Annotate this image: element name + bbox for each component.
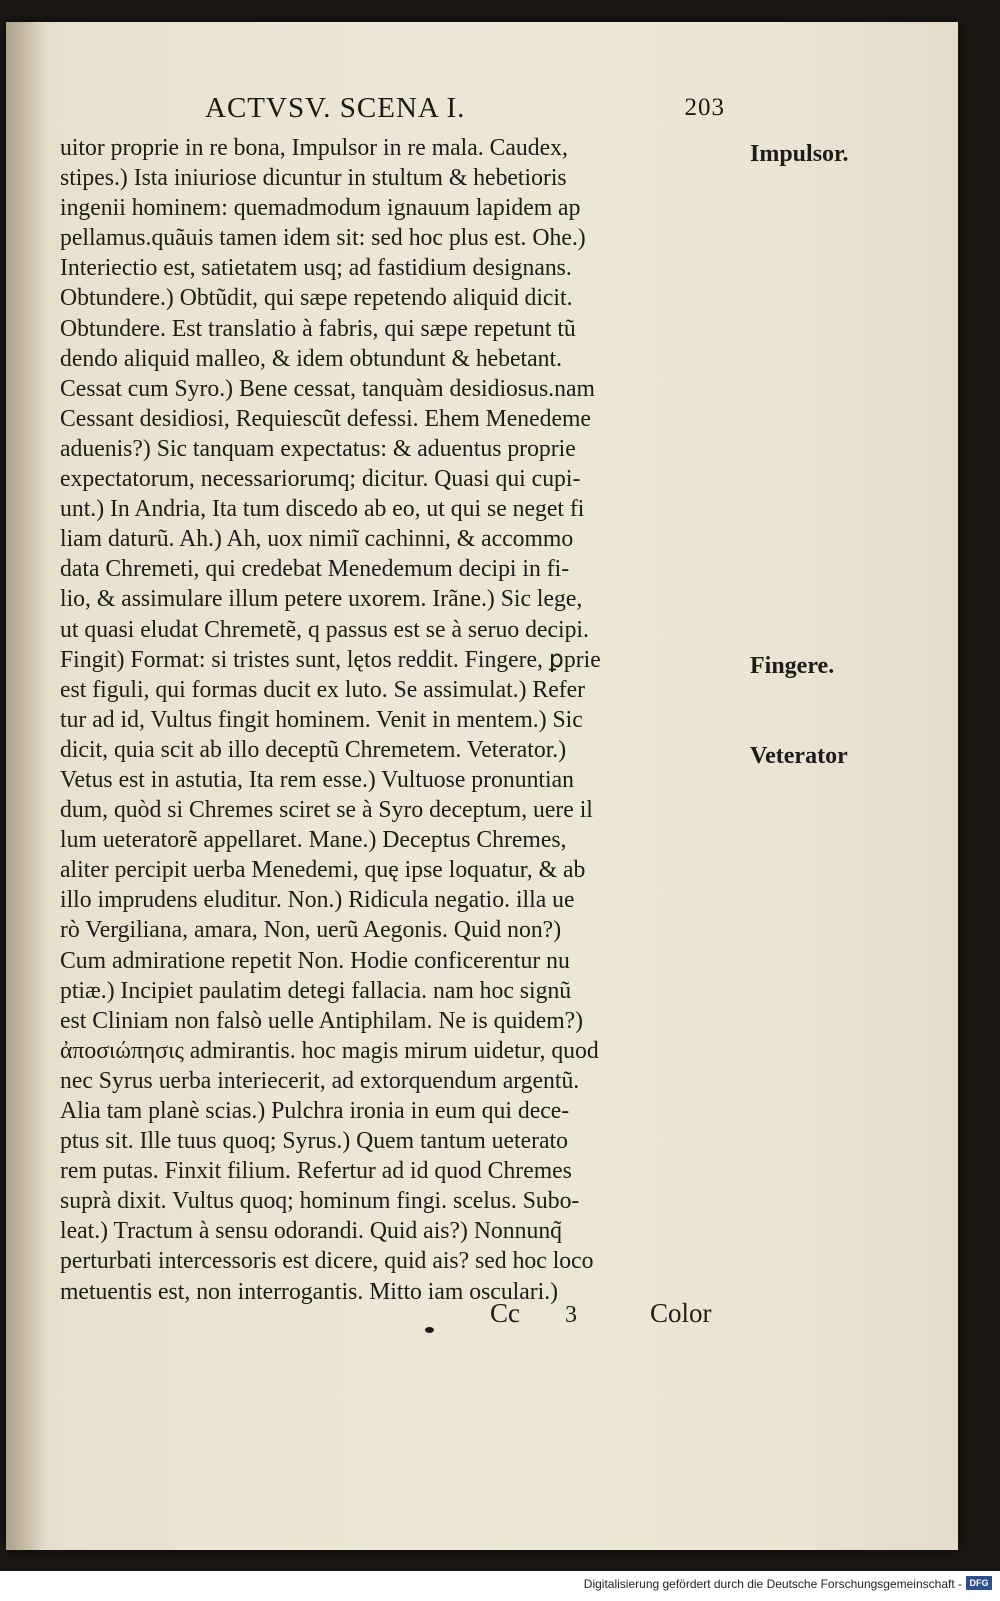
text-line: Cum admiratione repetit Non. Hodie conficerentur nu: [60, 946, 570, 974]
text-line: uitor proprie in re bona, Impulsor in re mala. Caudex,: [60, 134, 568, 161]
text-line: ingenii hominem: quemadmodum ignauum lapidem ap: [60, 194, 581, 222]
text-line: expectatorum, necessariorumq; dicitur. Quasi qui cupi-: [60, 465, 581, 493]
ink-mark: [425, 1327, 434, 1333]
text-line: tur ad id, Vultus fingit hominem. Venit in mentem.) Sic: [60, 705, 583, 733]
text-line: aliter percipit uerba Menedemi, quę ipse loquatur, & ab: [60, 856, 586, 884]
marginal-note: Fingere.: [750, 652, 835, 679]
text-line: ut quasi eludat Chremetẽ, q passus est se à seruo decipi.: [60, 615, 589, 643]
text-line: stipes.) Ista iniuriose dicuntur in stultum & hebetioris: [60, 164, 567, 192]
text-line: lio, & assimulare illum petere uxorem. Irãne.) Sic lege,: [60, 585, 583, 613]
marginal-note: Veterator: [750, 743, 848, 769]
text-line: illo imprudens eluditur. Non.) Ridicula negatio. illa ue: [60, 886, 575, 914]
text-line: rò Vergiliana, amara, Non, uerũ Aegonis. Quid non?): [60, 916, 562, 944]
page-number: 203: [684, 94, 725, 121]
text-line: dendo aliquid malleo, & idem obtundunt & hebetant.: [60, 344, 562, 372]
text-line: pellamus.quãuis tamen idem sit: sed hoc plus est. Ohe.): [60, 224, 586, 252]
text-line: dicit, quia scit ab illo deceptũ Chremetem. Veterator.): [60, 735, 567, 763]
text-line: Cessat cum Syro.) Bene cessat, tanquàm desidiosus.nam: [60, 374, 595, 402]
text-line: ptiæ.) Incipiet paulatim detegi fallacia. nam hoc signũ: [60, 976, 572, 1004]
text-line: Interiectio est, satietatem usq; ad fastidium designans.: [60, 254, 572, 282]
text-line: rem putas. Finxit filium. Refertur ad id quod Chremes: [60, 1157, 572, 1185]
catchword: Color: [650, 1298, 712, 1328]
text-line: data Chremeti, qui credebat Menedemum decipi in fi-: [60, 555, 570, 583]
text-line: Alia tam planè scias.) Pulchra ironia in eum qui dece-: [60, 1097, 570, 1124]
text-line: Cessant desidiosi, Requiescũt defessi. Ehem Menedeme: [60, 404, 591, 432]
page-gutter-shadow: [6, 22, 46, 1550]
text-line: ptus sit. Ille tuus quoq; Syrus.) Quem tantum ueterato: [60, 1127, 568, 1155]
text-line: lum ueteratorẽ appellaret. Mane.) Deceptus Chremes,: [60, 826, 567, 854]
text-line: nec Syrus uerba interiecerit, ad extorquendum argentũ.: [60, 1066, 580, 1094]
signature-number: 3: [565, 1302, 577, 1328]
text-line: est Cliniam non falsò uelle Antiphilam. Ne is quidem?): [60, 1006, 584, 1034]
text-line: Obtundere. Est translatio à fabris, qui sæpe repetunt tũ: [60, 314, 576, 342]
text-line: Vetus est in astutia, Ita rem esse.) Vultuose pronuntian: [60, 765, 574, 793]
text-line: unt.) In Andria, Ita tum discedo ab eo, ut qui se neget fi: [60, 495, 585, 523]
text-line: aduenis?) Sic tanquam expectatus: & aduentus proprie: [60, 434, 576, 462]
text-line: est figuli, qui formas ducit ex luto. Se assimulat.) Refer: [60, 675, 586, 703]
page-header: [205, 92, 725, 132]
text-line: metuentis est, non interrogantis. Mitto iam osculari.): [60, 1277, 559, 1305]
text-line: perturbati intercessoris est dicere, quid ais? sed hoc loco: [60, 1247, 594, 1275]
text-line: Obtundere.) Obtũdit, qui sæpe repetendo aliquid dicit.: [60, 284, 573, 312]
dfg-logo: DFG: [966, 1576, 992, 1590]
text-line: Fingit) Format: si tristes sunt, lętos reddit. Fingere, ꝑprie: [60, 645, 601, 673]
commentary-text: [60, 133, 740, 1307]
printer-signature: Cc: [490, 1298, 520, 1328]
text-line: suprà dixit. Vultus quoq; hominum fingi. scelus. Subo-: [60, 1187, 580, 1215]
marginal-note: Impulsor.: [750, 141, 849, 167]
text-line: liam daturũ. Ah.) Ah, uox nimiĩ cachinni, & accommo: [60, 525, 574, 553]
text-line: ἀποσιώπησις admirantis. hoc magis mirum uidetur, quod: [60, 1036, 599, 1064]
digitization-credit: Digitalisierung gefördert durch die Deutsche Forschungsgemeinschaft -: [583, 1577, 962, 1591]
running-title: ACTVSV. SCENA I.: [205, 92, 466, 124]
text-line: dum, quòd si Chremes sciret se à Syro deceptum, uere il: [60, 796, 593, 824]
text-line: leat.) Tractum à sensu odorandi. Quid ais?) Nonnunq̃: [60, 1217, 563, 1245]
